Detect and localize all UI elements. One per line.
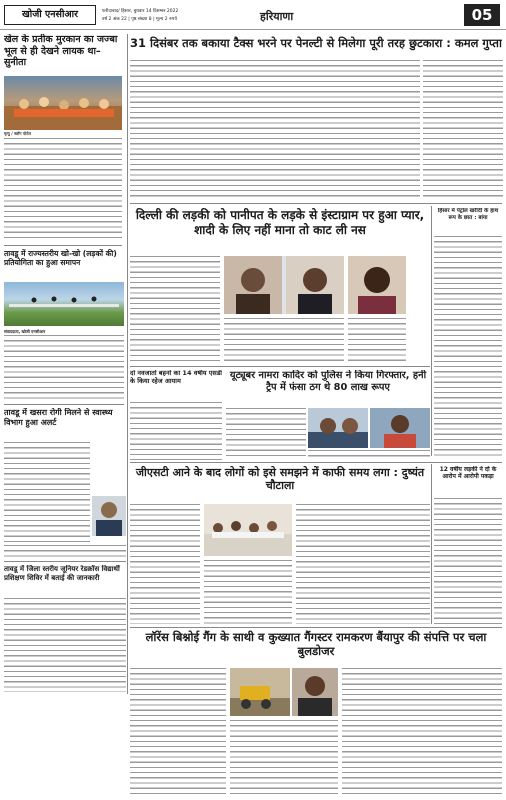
story-8-headline: तावडू में खसरा रोगी मिलने से स्वास्थ्य विभाग हुआ अलर्ट: [4, 408, 113, 427]
story-2-headline: 31 दिसंबर तक बकाया टैक्स भरने पर पेनल्टी से मिलेगा पूरी तरह छुटकारा : कमल गुप्ता: [130, 36, 502, 50]
story-9-headline: जीएसटी आने के बाद लोगों को इसे समझने में काफी समय लगा : दुष्यंत चौटाला: [135, 466, 425, 493]
story-9-body-text-cont: [204, 560, 292, 624]
column-rule: [431, 464, 432, 624]
story-12-right-text: [342, 668, 502, 796]
page-number: 05: [464, 4, 500, 26]
story-10-body-text: [434, 498, 502, 624]
edition-line: वर्ष 2 अंक 22 | पृष्ठ संख्या 8 | मूल्य 2 रुपये: [102, 17, 177, 22]
story-4-headline: तावडू में राज्यस्तरीय खो-खो (लड़कों की) प्रतियोगिता का हुआ समापन: [4, 249, 117, 268]
story-12-body-text: [130, 668, 226, 796]
story-3-photo: [224, 256, 344, 314]
story-3-portrait: [348, 256, 406, 314]
story-12-photo-1: [230, 668, 290, 716]
story-5-body-text: [130, 402, 222, 460]
story-8-body-text-cont: [4, 545, 126, 559]
divider: [4, 561, 126, 562]
story-6-headline: यूट्यूबर नामरा कादिर को पुलिस ने किया गिरफ्तार, हनी ट्रैप में फंसा ठग थे 80 लाख रूपए: [229, 370, 427, 393]
divider: [130, 627, 502, 628]
official-portrait: [92, 496, 126, 536]
kho-kho-field-image: [4, 282, 124, 326]
story-3-body-text-cont: [224, 318, 344, 364]
column-rule: [431, 206, 432, 456]
divider: [130, 203, 502, 204]
woman-photo-image: [348, 256, 406, 314]
story-9-body-text: [130, 504, 200, 624]
dateline: फरीदाबाद/ हिसार, बुधवार 14 दिसम्बर 2022: [102, 9, 179, 14]
story-9-right-text: [296, 504, 430, 624]
story-3-headline: दिल्ली की लड़की को पानीपत के लड़के से इंस्टाग्राम पर हुआ प्यार, शादी के लिए नहीं माना तो काट ली नस: [135, 208, 425, 237]
story-4-photo: [4, 282, 124, 326]
story-11-body-text: [4, 598, 126, 692]
story-3-side-text: [348, 318, 406, 364]
story-12-photo-2: [292, 668, 338, 716]
story-11-headline: तावडू में जिला स्तरीय जूनियर रेडक्रॉस विद्यार्थी प्रशिक्षण शिविर में बताई की जानकारी: [4, 565, 120, 582]
story-7-body-text: [434, 236, 502, 456]
divider: [130, 462, 502, 463]
couple-photo-image: [224, 256, 344, 314]
story-2-side-text: [423, 60, 503, 200]
story-12-body-text-cont: [230, 720, 338, 796]
masthead: [0, 0, 506, 30]
story-9-photo: [204, 504, 292, 556]
crowd-photo-image: [4, 76, 122, 130]
story-12-headline: लॉरेंस बिश्नोई गैंग के साथी व कुख्यात गैंगस्टर रामकरण बैंयापुर की संपत्ति पर चला बुलडोजर: [145, 630, 487, 659]
story-2-body-text: [130, 60, 420, 200]
arrest-photo-image: [370, 408, 430, 448]
divider: [130, 366, 430, 367]
story-4-byline: संवाददाता, खोजी एनसीआर: [4, 329, 46, 334]
story-6-photo-1: [308, 408, 368, 448]
column-rule: [127, 34, 128, 694]
story-7-headline: हिसार में पेट्रोल खरीदी के हाथ रूप के छात : बांया: [437, 208, 499, 221]
divider: [4, 245, 122, 246]
story-8-body-text: [4, 442, 90, 542]
gangster-photo-image: [292, 668, 338, 716]
story-1-headline: खेल के प्रतीक मुरकान का जज्बा भूल से ही देखने लायक था–सुनीता: [4, 34, 118, 69]
story-4-body-text: [4, 335, 124, 401]
story-10-headline: 12 वर्षीय लड़की ने दो के आरोप में आरोपी पकड़ा: [439, 466, 497, 481]
meeting-photo-image: [204, 504, 292, 556]
newspaper-logo: खोजी एनसीआर: [4, 5, 96, 25]
section-title: हरियाणा: [260, 10, 294, 23]
story-1-body-text: [4, 138, 122, 242]
story-6-body-text: [226, 408, 306, 460]
story-1-photo: [4, 76, 122, 130]
story-5-headline: दो नवजातों बहनों का 14 वर्षीय एसडी के किया रहेज आयाम: [130, 370, 222, 385]
story-3-body-text: [130, 256, 220, 364]
person-photo-image: [92, 496, 126, 536]
story-6-caption-text: [308, 450, 430, 460]
story-6-photo-2: [370, 408, 430, 448]
youtuber-photo-image: [308, 408, 368, 448]
bulldozer-photo-image: [230, 668, 290, 716]
story-1-caption: मृत्यु / ब्लॉग पोर्टल: [4, 131, 31, 136]
divider: [4, 404, 124, 405]
